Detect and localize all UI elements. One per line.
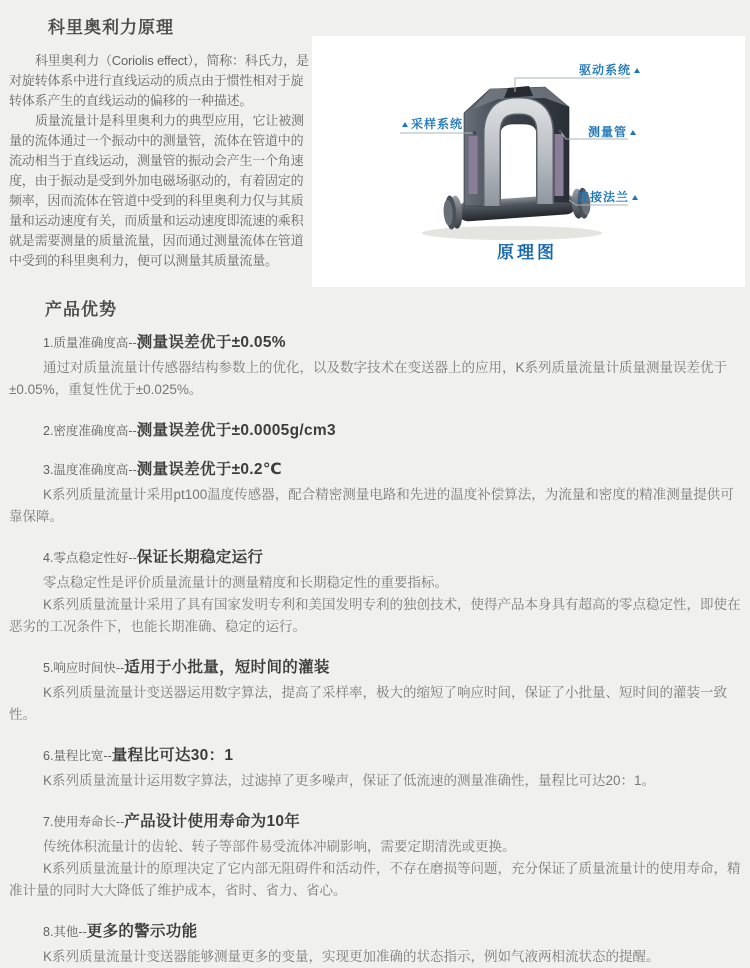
advantage-item xyxy=(9,813,744,902)
advantages-section xyxy=(0,287,750,968)
label-measuring-tube: 测量管 xyxy=(588,126,637,139)
advantage-heading: 6.量程比宽--量程比可达30：1 xyxy=(43,747,234,764)
advantage-item xyxy=(9,659,744,726)
advantage-paragraph: 通过对质量流量计传感器结构参数上的优化，以及数字技术在变送器上的应用，K系列质量流量计质量测量误差优于±0.05%，重复性优于±0.025%。 xyxy=(9,360,728,397)
advantage-paragraph: K系列质量流量计采用pt100温度传感器，配合精密测量电路和先进的温度补偿算法，为流量和密度的精准测量提供可靠保障。 xyxy=(9,487,734,524)
advantage-item xyxy=(9,923,744,968)
label-connecting-flange: 连接法兰 xyxy=(577,191,639,204)
label-sampling-system: 采样系统 xyxy=(402,118,463,131)
advantage-paragraph: 零点稳定性是评价质量流量计的测量精度和长期稳定性的重要指标。 xyxy=(43,575,448,590)
drive-cap xyxy=(504,86,533,98)
principle-paragraph: 质量流量计是科里奥利力的典型应用，它让被测量的流体通过一个振动中的测量管，流体在管道中的流动相当于直线运动，测量管的振动会产生一个角速度，由于振动是受到外加电磁场驱动的，有着固定的频率，因而流体在管道中受到的科里奥利力仅与其质量和运动速度有关，而质量和运动速度即流速的乘积就是需要测量的质量流量，因而通过测量流体在管道中受到的科里奥利力，便可以测量其质量流量。 xyxy=(9,113,304,268)
advantage-item xyxy=(9,422,744,440)
flowmeter-diagram-panel xyxy=(312,36,745,287)
advantage-heading: 2.密度准确度高--测量误差优于±0.0005g/cm3 xyxy=(43,422,336,439)
advantage-heading: 4.零点稳定性好--保证长期稳定运行 xyxy=(43,549,264,566)
label-arrow-icon xyxy=(632,195,638,200)
advantage-paragraph: K系列质量流量计变送器运用数字算法，提高了采样率，极大的缩短了响应时间，保证了小批量、短时间的灌装一致性。 xyxy=(9,685,728,722)
label-arrow-icon xyxy=(630,130,636,135)
advantage-item xyxy=(9,747,744,792)
advantage-heading: 8.其他--更多的警示功能 xyxy=(43,923,198,940)
principle-section xyxy=(0,0,750,287)
advantage-paragraph: K系列质量流量计运用数字算法，过滤掉了更多噪声，保证了低流速的测量准确性，量程比可达20：1。 xyxy=(43,773,656,788)
left-inner-strip xyxy=(469,136,478,194)
right-inner-strip xyxy=(555,134,564,196)
advantage-heading: 7.使用寿命长--产品设计使用寿命为10年 xyxy=(43,813,301,830)
advantage-heading: 1.质量准确度高--测量误差优于±0.05% xyxy=(43,334,286,351)
sampling-point-dot xyxy=(473,131,477,135)
advantage-item xyxy=(9,461,744,528)
advantage-paragraph: K系列质量流量计的原理决定了它内部无阻碍件和活动件，不存在磨损等问题，充分保证了质量流量计的使用寿命，精准计量的同时大大降低了维护成本，省时、省力、省心。 xyxy=(9,861,741,898)
advantage-heading: 3.温度准确度高--测量误差优于±0.2℃ xyxy=(43,461,282,478)
principle-text xyxy=(9,51,309,271)
principle-title: 科里奥利力原理 xyxy=(48,18,174,37)
advantage-item xyxy=(9,334,744,401)
label-arrow-icon xyxy=(634,68,640,73)
advantage-item xyxy=(9,549,744,638)
advantage-paragraph: K系列质量流量计采用了具有国家发明专利和美国发明专利的独创技术，使得产品本身具有超高的零点稳定性，即使在恶劣的工况条件下，也能长期准确、稳定的运行。 xyxy=(9,597,741,634)
label-arrow-icon xyxy=(402,122,408,127)
diagram-caption: 原理图 xyxy=(497,243,557,262)
principle-paragraph: 科里奥利力（Coriolis effect），简称：科氏力，是对旋转体系中进行直线运动的质点由于惯性相对于旋转体系产生的直线运动的偏移的一种描述。 xyxy=(9,53,309,108)
advantage-heading: 5.响应时间快--适用于小批量，短时间的灌装 xyxy=(43,659,330,676)
tube-point-dot xyxy=(558,129,562,133)
advantages-title: 产品优势 xyxy=(45,300,117,319)
advantage-paragraph: K系列质量流量计变送器能够测量更多的变量，实现更加准确的状态指示，例如气液两相流状态的提醒。 xyxy=(43,949,660,964)
label-drive-system: 驱动系统 xyxy=(579,64,641,77)
advantage-paragraph: 传统体积流量计的齿轮、转子等部件易受流体冲刷影响，需要定期清洗或更换。 xyxy=(43,839,516,854)
